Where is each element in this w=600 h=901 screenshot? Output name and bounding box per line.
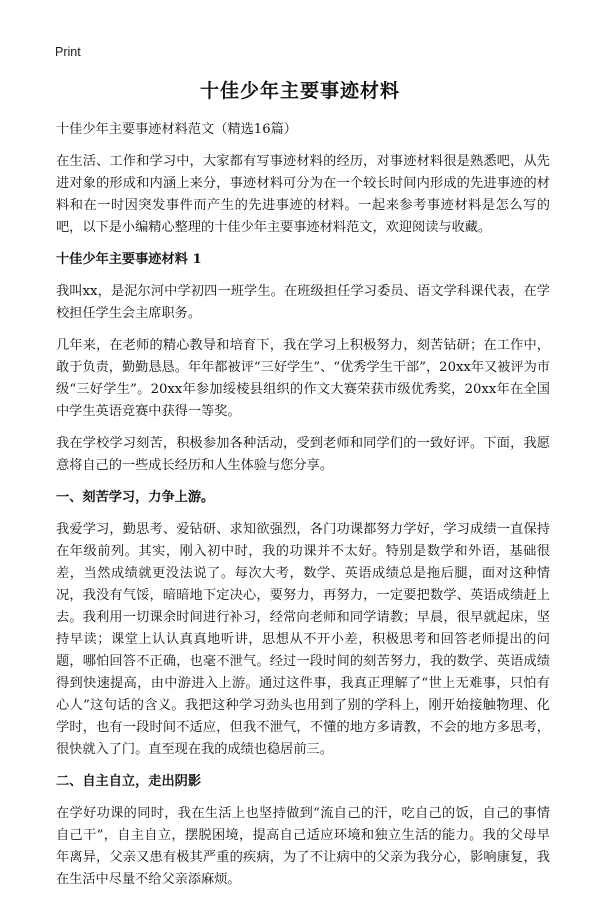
- document-body: [56, 119, 550, 901]
- paragraph: 我在学校学习刻苦，积极参加各种活动，受到老师和同学们的一致好评。下面，我愿意将自己的一些成长经历和人生体验与您分享。: [56, 436, 550, 473]
- subsection-heading: 一、刻苦学习，力争上游。: [56, 490, 215, 505]
- subsection-heading: 二、自主自立，走出阴影: [56, 774, 202, 789]
- print-link[interactable]: Print: [55, 45, 81, 59]
- paragraph: 几年来，在老师的精心教导和培育下，我在学习上积极努力，刻苦钻研；在工作中，敢于负责，勤勤恳恳。年年都被评“三好学生”、“优秀学生干部”，20xx年又被评为市级“三好学生”。20xx年参加绥棱县组织的作文大赛荣获市级优秀奖，20xx年在全国中学生英语竞赛中获得一等奖。: [56, 338, 550, 419]
- intro-paragraph: 在生活、工作和学习中，大家都有写事迹材料的经历，对事迹材料很是熟悉吧，从先进对象的形成和内涵上来分，事迹材料可分为在一个较长时间内形成的先进事迹的材料和在一时因突发事件而产生的先进事迹的材料。一起来参考事迹材料是怎么写的吧，以下是小编精心整理的十佳少年主要事迹材料范文，欢迎阅读与收藏。: [56, 154, 550, 235]
- paragraph: 在学好功课的同时，我在生活上也坚持做到“流自己的汗，吃自己的饭，自己的事情自己干”，自主自立，摆脱困境，提高自己适应环境和独立生活的能力。我的父母早年离异，父亲又患有极其严重的疾病，为了不让病中的父亲为我分心，影响康复，我在生活中尽量不给父亲添麻烦。: [56, 806, 550, 887]
- paragraph: 我叫xx，是泥尔河中学初四一班学生。在班级担任学习委员、语文学科课代表，在学校担任学生会主席职务。: [56, 284, 550, 321]
- document-subtitle: 十佳少年主要事迹材料范文（精选16篇）: [56, 122, 297, 137]
- section-heading: 十佳少年主要事迹材料 1: [56, 252, 202, 267]
- paragraph: 我爱学习，勤思考、爱钻研、求知欲强烈，各门功课都努力学好，学习成绩一直保持在年级前列。其实，刚入初中时，我的功课并不太好。特别是数学和外语，基础很差，当然成绩就更没法说了。每次大考，数学、英语成绩总是拖后腿，面对这种情况，我没有气馁，暗暗地下定决心，要努力，再努力，一定要把数学、英语成绩赶上去。我利用一切课余时间进行补习，经常向老师和同学请教；早晨，很早就起床，坚持早读；课堂上认认真真地听讲，思想从不开小差，积极思考和回答老师提出的问题，哪怕回答不正确，也毫不泄气。经过一段时间的刻苦努力，我的数学、英语成绩得到快速提高，由中游进入上游。通过这件事，我真正理解了“世上无难事，只怕有心人”这句话的含义。我把这种学习劲头也用到了别的学科上，刚开始接触物理、化学时，也有一段时间不适应，但我不泄气，不懂的地方多请教，不会的地方多思考，很快就入了门。直至现在我的成绩也稳居前三。: [56, 522, 550, 757]
- document-title: 十佳少年主要事迹材料: [199, 80, 400, 102]
